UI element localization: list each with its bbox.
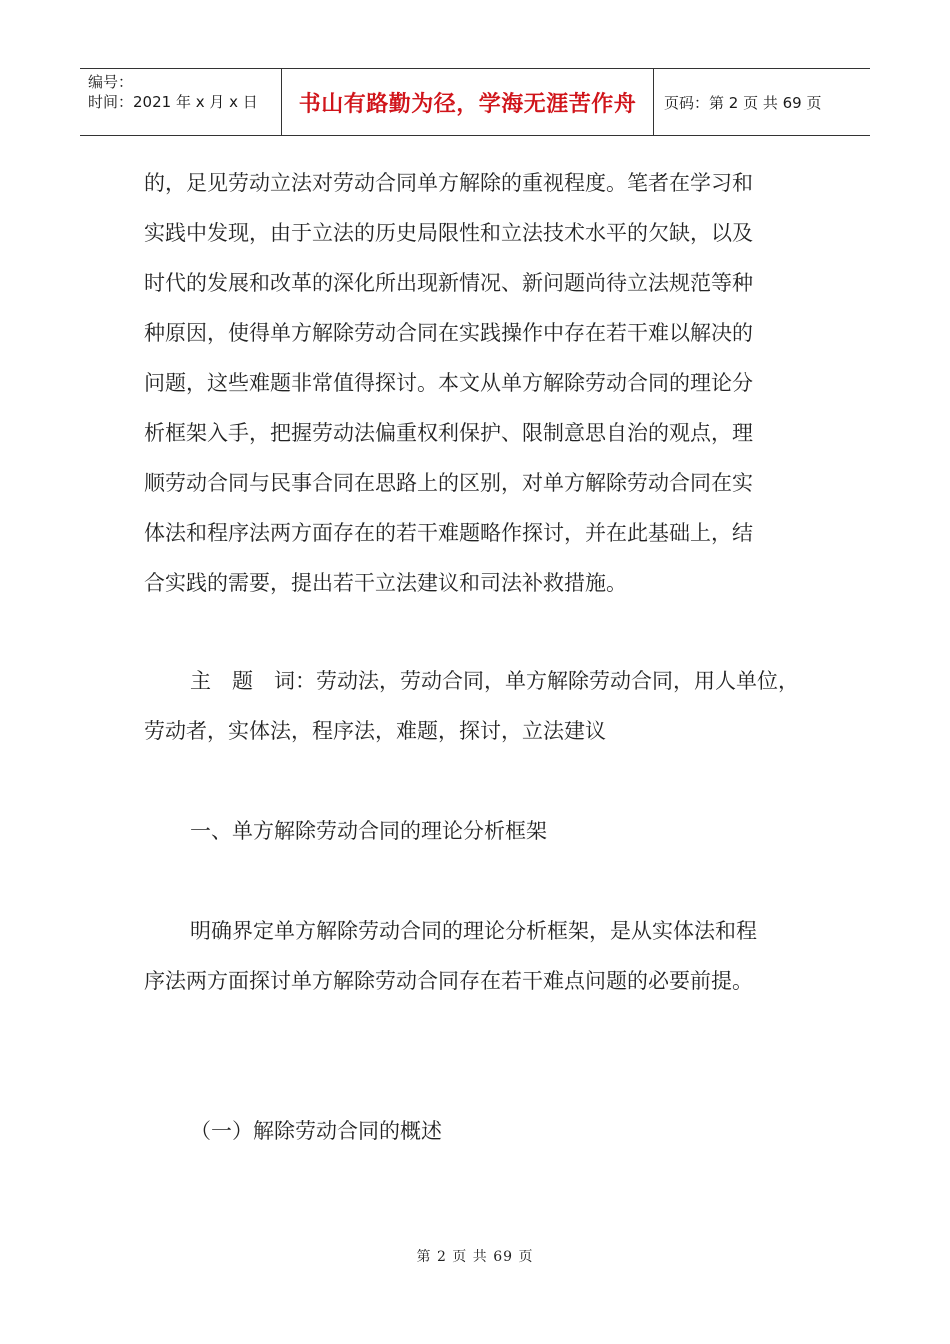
text-line: 的，足见劳动立法对劳动合同单方解除的重视程度。笔者在学习和 <box>144 171 753 195</box>
subsection-heading <box>144 1106 804 1156</box>
text-line: 合实践的需要，提出若干立法建议和司法补救措施。 <box>144 571 627 595</box>
text-line: 种原因，使得单方解除劳动合同在实践操作中存在若干难以解决的 <box>144 321 753 345</box>
keywords-paragraph <box>144 656 804 756</box>
text-line: 时代的发展和改革的深化所出现新情况、新问题尚待立法规范等种 <box>144 271 753 295</box>
abstract-paragraph <box>144 158 804 608</box>
text-line: 序法两方面探讨单方解除劳动合同存在若干难点问题的必要前提。 <box>144 969 753 993</box>
header-motto-cell <box>282 69 654 135</box>
header-meta-cell <box>80 69 282 135</box>
text-line: 析框架入手，把握劳动法偏重权利保护、限制意思自治的观点，理 <box>144 421 753 445</box>
page-footer: 第 2 页 共 69 页 <box>416 1249 534 1265</box>
subsection-title: （一）解除劳动合同的概述 <box>190 1119 442 1143</box>
header-page-info: 页码：第 2 页 共 69 页 <box>664 93 822 112</box>
section-heading <box>144 806 804 856</box>
section-body-paragraph <box>144 906 804 1006</box>
section-title: 一、单方解除劳动合同的理论分析框架 <box>190 819 547 843</box>
serial-number-label: 编号： <box>88 73 134 91</box>
date-label: 时间：2021 年 x 月 x 日 <box>88 93 258 111</box>
text-line: 实践中发现，由于立法的历史局限性和立法技术水平的欠缺，以及 <box>144 221 753 245</box>
header-motto: 书山有路勤为径，学海无涯苦作舟 <box>298 91 637 117</box>
keywords-line: 主 题 词：劳动法，劳动合同，单方解除劳动合同，用人单位， <box>190 669 799 693</box>
text-line: 体法和程序法两方面存在的若干难题略作探讨，并在此基础上，结 <box>144 521 753 545</box>
text-line: 顺劳动合同与民事合同在思路上的区别，对单方解除劳动合同在实 <box>144 471 753 495</box>
text-line: 明确界定单方解除劳动合同的理论分析框架，是从实体法和程 <box>190 919 757 943</box>
page-header <box>80 68 870 136</box>
header-page-cell <box>654 69 870 135</box>
text-line: 问题，这些难题非常值得探讨。本文从单方解除劳动合同的理论分 <box>144 371 753 395</box>
keywords-line: 劳动者，实体法，程序法，难题，探讨，立法建议 <box>144 719 606 743</box>
